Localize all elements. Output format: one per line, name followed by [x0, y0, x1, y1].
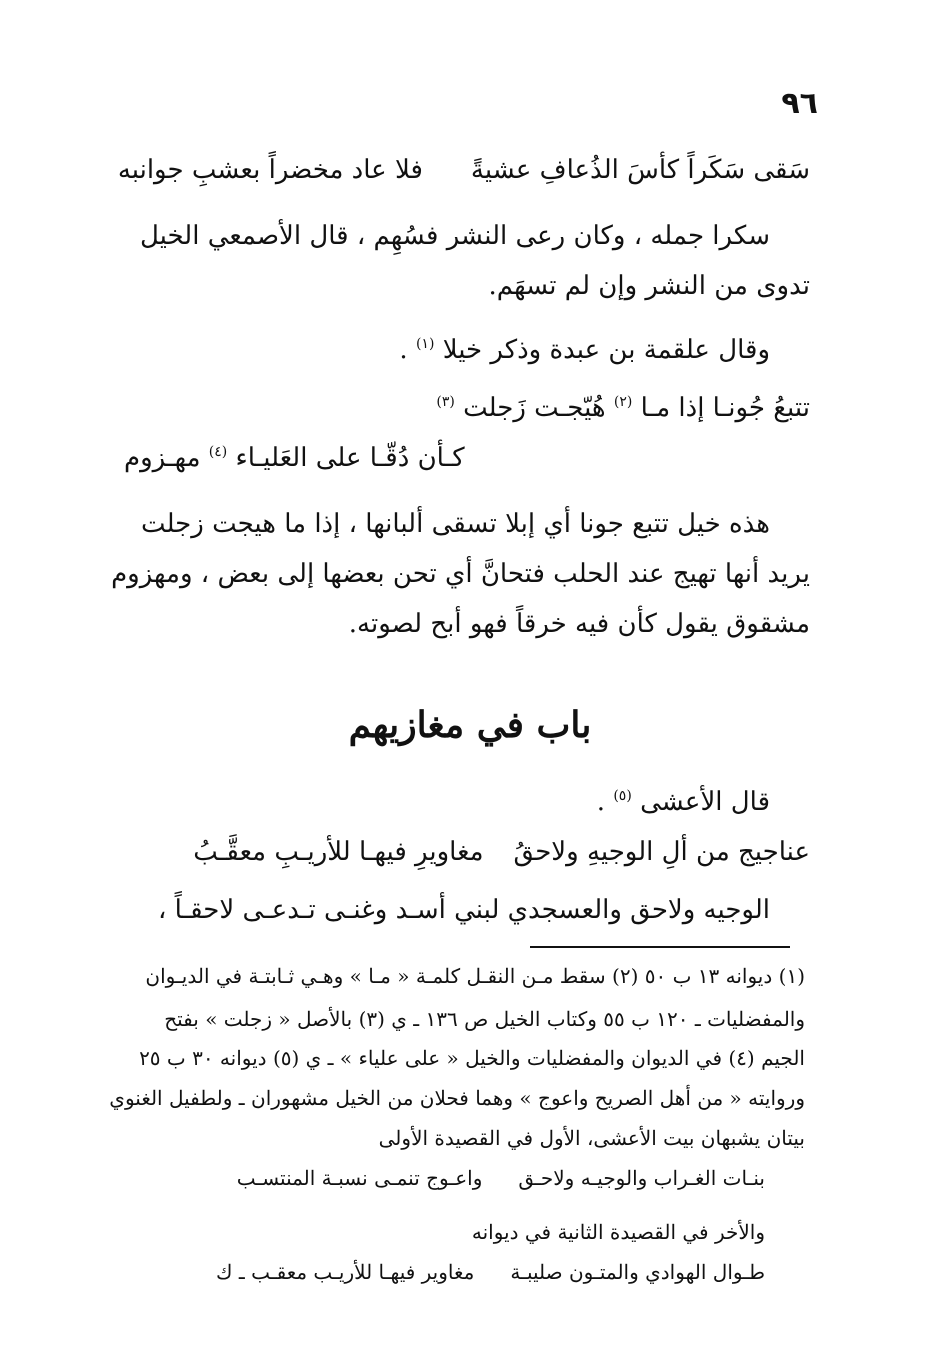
intro-alqama-text: وقال علقمة بن عبدة وذكر خيلا: [442, 335, 770, 365]
paragraph-2-line-2: يريد أنها تهيج عند الحلب فتحانَّ أي تحن بعضها إلى بعض ، ومهزوم: [111, 559, 810, 589]
verse-2-line-1-part-b: هُيّجـت زَجلت: [463, 393, 606, 423]
intro-alqama-period: .: [399, 335, 408, 365]
footnote-verse-1-first: بنـات الغـراب والوجيـه ولاحـق: [518, 1166, 765, 1190]
paragraph-1-line-2: تدوى من النشر وإن لم تسهَم.: [488, 271, 810, 301]
page-number: ٩٦: [781, 86, 818, 121]
footnote-line-2: والمفضليات ـ ١٢٠ ب ٥٥ وكتاب الخيل ص ١٣٦ ـ ي (٣) بالأصل « زجلت » بفتح: [164, 1007, 805, 1031]
footnote-verse-2: [216, 1258, 765, 1286]
verse-3-second-hemistich: مغاويرِ فيهـا للأريـبِ معقَّـبُ: [193, 837, 484, 867]
verse-1-first-hemistich: سَقى سَكَراً كأسَ الذُعافِ عشيةً: [470, 155, 810, 185]
verse-1-second-hemistich: فلا عاد مخضراً بعشبِ جوانبه: [117, 155, 423, 185]
intro-asha: [597, 784, 770, 824]
verse-2-line-1-part-a: تتبعُ جُونـا إذا مـا: [640, 393, 810, 423]
footnote-line-4: وروايته « من أهل الصريح واعوج » وهما فحلان من الخيل مشهوران ـ ولطفيل الغنوي: [109, 1086, 805, 1110]
intro-alqama: [399, 332, 770, 372]
intro-asha-period: .: [596, 787, 606, 817]
verse-1: [118, 152, 810, 188]
footnote-separator: [530, 946, 790, 948]
verse-3: [193, 834, 810, 870]
verse-2-line-2-part-a: كـأن دُقّـا على العَليـاء: [235, 443, 465, 473]
footnote-ref-5: (٥): [613, 788, 632, 804]
section-heading: باب في مغازيهم: [348, 704, 592, 746]
footnote-verse-2-first: طـوال الهوادي والمتـون صليبـة: [510, 1260, 765, 1284]
footnote-ref-3: (٣): [436, 394, 455, 410]
footnote-line-3: الجيم (٤) في الديوان والمفضليات والخيل « على علياء » ـ ي (٥) ديوانه ٣٠ ب ٢٥: [139, 1046, 805, 1070]
footnote-verse-2-second: مغاوير فيهـا للأريـب معقـب ـ ك: [216, 1260, 475, 1284]
paragraph-3: الوجيه ولاحق والعسجدي لبني أسـد وغنـى تـدعـى لاحقـاً ،: [157, 895, 770, 925]
footnote-ref-2: (٢): [613, 394, 633, 410]
footnote-line-1: (١) ديوانه ١٣ ب ٥٠ (٢) سقط مـن النقـل كلمـة « مـا » وهـي ثـابتـة في الديـوان: [145, 964, 805, 988]
verse-3-first-hemistich: عناجيج من ألِ الوجيهِ ولاحقُ: [513, 837, 810, 867]
footnote-ref-4: (٤): [208, 444, 228, 460]
footnote-verse-1: [237, 1164, 765, 1192]
footnote-verse-1-second: واعـوج تنمـى نسبـة المنتسـب: [236, 1166, 483, 1190]
footnote-line-6: والأخر في القصيدة الثانية في ديوانه: [471, 1220, 765, 1244]
verse-2-line-1: [436, 390, 810, 430]
paragraph-1-line-1: سكرا جمله ، وكان رعى النشر فسُهِم ، قال الأصمعي الخيل: [139, 221, 770, 251]
paragraph-2-line-3: مشقوق يقول كأن فيه خرقاً فهو أبح لصوته.: [348, 609, 810, 639]
footnote-line-5: بيتان يشبهان بيت الأعشى، الأول في القصيدة الأولى: [378, 1126, 805, 1150]
intro-asha-text: قال الأعشى: [640, 787, 770, 817]
paragraph-2-line-1: هذه خيل تتبع جونا أي إبلا تسقى ألبانها ، إذا ما هيجت زجلت: [141, 509, 770, 539]
verse-2-line-2-part-b: مهـزوم: [124, 443, 201, 473]
footnote-ref-1: (١): [415, 336, 435, 352]
verse-2-line-2: [124, 440, 465, 480]
